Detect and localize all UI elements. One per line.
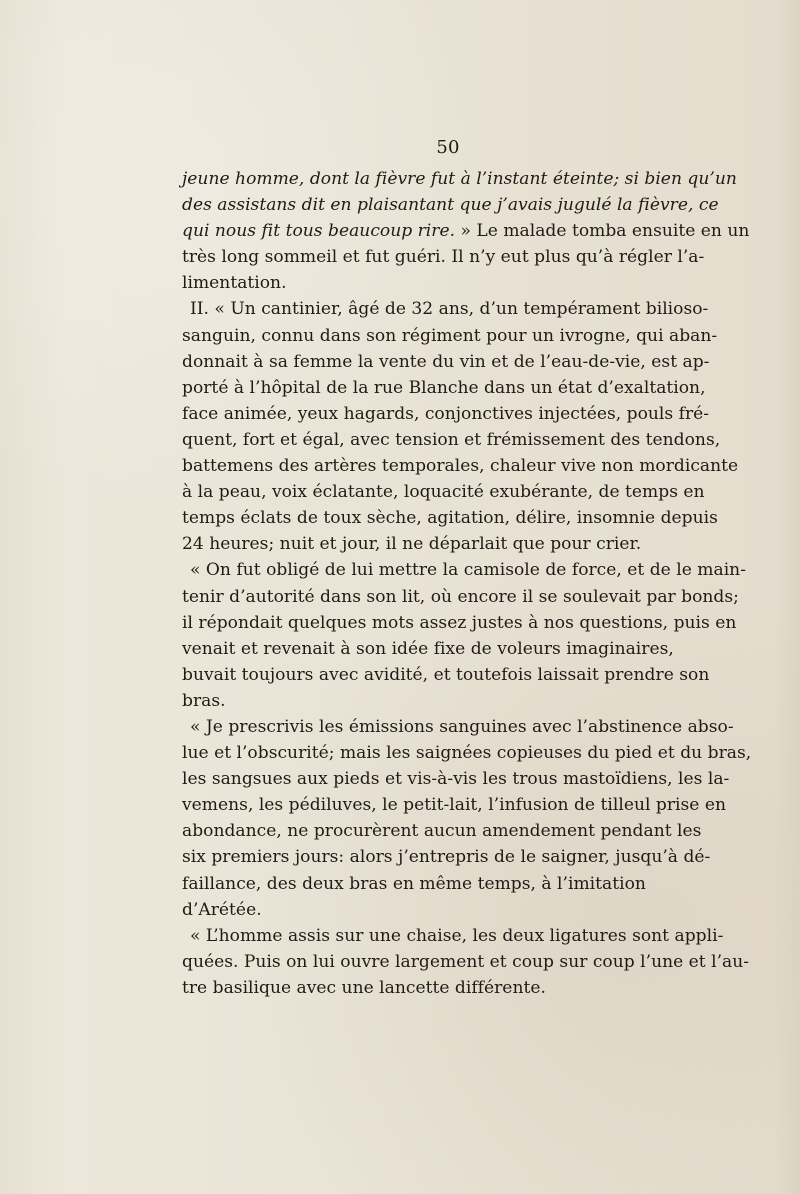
text-line — [182, 453, 739, 479]
text-segment: d’Arétée. — [182, 899, 262, 920]
text-line — [182, 244, 722, 270]
text-segment: jeune homme, dont la fièvre fut à l’instant éteinte; si bien qu’un — [182, 169, 737, 189]
text-segment: donnait à sa femme la vente du vin et de l’eau-de-vie, est ap- — [182, 351, 710, 372]
text-line — [182, 557, 746, 583]
text-line — [182, 897, 722, 923]
text-segment: battemens des artères temporales, chaleur vive non mordicante — [182, 456, 739, 477]
text-segment: limentation. — [182, 273, 287, 294]
text-segment: face animée, yeux hagards, conjonctives injectées, pouls fré- — [182, 403, 710, 424]
text-line — [182, 740, 752, 766]
text-segment: qui nous fit tous beaucoup rire. — [182, 221, 456, 242]
text-segment: six premiers jours: alors j’entrepris de le saigner, jusqu’à dé- — [182, 847, 711, 868]
body-text — [182, 166, 752, 1001]
page-edge-shadow — [774, 0, 800, 1194]
text-segment: tenir d’autorité dans son lit, où encore il se soulevait par bonds; — [182, 586, 739, 607]
text-segment: quées. Puis on lui ouvre largement et coup sur coup l’une et l’au- — [182, 951, 750, 972]
text-line — [182, 923, 722, 949]
text-segment: les sangsues aux pieds et vis-à-vis les trous mastoïdiens, les la- — [182, 769, 730, 790]
text-line — [182, 949, 750, 975]
text-segment: faillance, des deux bras en même temps, à l’imitation — [182, 873, 646, 894]
text-segment: vemens, les pédiluves, le petit-lait, l’infusion de tilleul prise en — [182, 795, 726, 816]
text-line — [182, 871, 722, 897]
text-segment: buvait toujours avec avidité, et toutefois laissait prendre son — [182, 664, 710, 685]
text-line — [182, 531, 722, 557]
text-segment: sanguin, connu dans son régiment pour un ivrogne, qui aban- — [182, 325, 718, 346]
text-line — [182, 375, 722, 401]
text-line — [182, 975, 722, 1001]
text-segment: II. « Un cantinier, âgé de 32 ans, d’un tempérament bilioso- — [190, 299, 709, 320]
text-segment: » Le malade tomba ensuite en un — [455, 221, 750, 242]
text-line — [182, 323, 722, 349]
text-line — [182, 479, 722, 505]
text-line — [182, 401, 722, 427]
text-line — [182, 270, 722, 296]
text-line — [182, 662, 722, 688]
text-line — [182, 427, 722, 453]
text-line — [182, 714, 734, 740]
text-segment: porté à l’hôpital de la rue Blanche dans un état d’exaltation, — [182, 377, 706, 398]
text-line — [182, 192, 722, 218]
text-line — [182, 296, 722, 322]
text-segment: très long sommeil et fut guéri. Il n’y eut plus qu’à régler l’a- — [182, 247, 705, 268]
text-segment: « Je prescrivis les émissions sanguines avec l’abstinence abso- — [190, 716, 734, 737]
text-segment: tre basilique avec une lancette différente. — [182, 977, 546, 998]
text-line — [182, 505, 722, 531]
text-segment: venait et revenait à son idée fixe de voleurs imaginaires, — [182, 638, 674, 659]
page-number: 50 — [436, 137, 460, 158]
text-segment: lue et l’obscurité; mais les saignées copieuses du pied et du bras, — [182, 743, 752, 764]
text-line — [182, 584, 739, 610]
text-line — [182, 844, 722, 870]
text-segment: bras. — [182, 690, 226, 711]
text-segment: quent, fort et égal, avec tension et frémissement des tendons, — [182, 429, 721, 450]
text-segment: il répondait quelques mots assez justes à nos questions, puis en — [182, 612, 737, 633]
text-line — [182, 636, 722, 662]
text-segment: « L’homme assis sur une chaise, les deux ligatures sont appli- — [190, 925, 724, 946]
text-segment: « On fut obligé de lui mettre la camisole de force, et de le main- — [190, 560, 746, 581]
text-line — [182, 349, 722, 375]
text-segment: 24 heures; nuit et jour, il ne déparlait que pour crier. — [182, 534, 642, 555]
text-line — [182, 792, 726, 818]
text-line — [182, 610, 737, 636]
text-line — [182, 688, 722, 714]
text-line — [182, 166, 737, 192]
text-line — [182, 818, 722, 844]
text-segment: abondance, ne procurèrent aucun amendement pendant les — [182, 821, 702, 842]
text-line — [182, 218, 750, 244]
text-segment: à la peau, voix éclatante, loquacité exubérante, de temps en — [182, 482, 705, 503]
text-segment: des assistans dit en plaisantant que j’avais jugulé la fièvre, ce — [182, 195, 719, 216]
text-line — [182, 766, 730, 792]
text-segment: temps éclats de toux sèche, agitation, délire, insomnie depuis — [182, 508, 718, 529]
